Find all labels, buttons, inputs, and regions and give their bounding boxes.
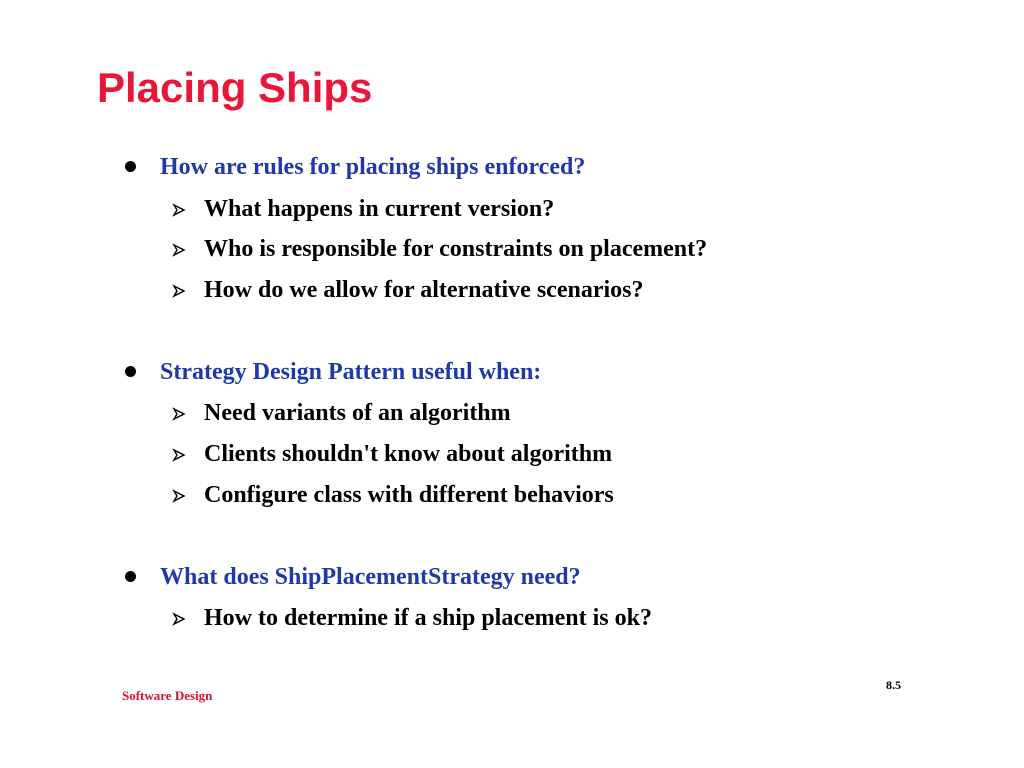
footer-course-name: Software Design — [122, 688, 213, 703]
bullet-text: What does ShipPlacementStrategy need? — [160, 564, 581, 590]
bullet-dot-icon — [125, 366, 136, 377]
sub-bullet-item — [0, 437, 1024, 471]
sub-bullet-text: How do we allow for alternative scenarios? — [204, 277, 644, 303]
sub-bullet-text: Who is responsible for constraints on placement? — [204, 236, 708, 262]
arrowhead-icon — [172, 489, 186, 503]
bullet-text: Strategy Design Pattern useful when: — [160, 359, 542, 385]
arrowhead-icon — [172, 407, 186, 421]
arrowhead-icon — [172, 243, 186, 257]
sub-bullet-item — [0, 232, 1024, 266]
sub-bullet-item — [0, 478, 1024, 512]
arrowhead-icon — [172, 203, 186, 217]
arrowhead-icon — [172, 448, 186, 462]
sub-bullet-item — [0, 601, 1024, 635]
bullet-item — [0, 355, 1024, 389]
arrowhead-icon — [172, 612, 186, 626]
footer-slide-number: 8.5 — [886, 678, 901, 692]
sub-bullet-item — [0, 273, 1024, 307]
bullet-dot-icon — [125, 571, 136, 582]
bullet-item — [0, 150, 1024, 184]
sub-bullet-item — [0, 396, 1024, 430]
bullet-item — [0, 560, 1024, 594]
sub-bullet-text: What happens in current version? — [204, 196, 555, 222]
bullet-text: How are rules for placing ships enforced? — [160, 154, 586, 180]
slide-title: Placing Ships — [97, 64, 373, 111]
sub-bullet-text: Configure class with different behaviors — [204, 482, 614, 508]
sub-bullet-item — [0, 192, 1024, 226]
sub-bullet-text: Need variants of an algorithm — [204, 400, 511, 426]
arrowhead-icon — [172, 284, 186, 298]
bullet-dot-icon — [125, 161, 136, 172]
sub-bullet-text: How to determine if a ship placement is ok? — [204, 605, 652, 631]
sub-bullet-text: Clients shouldn't know about algorithm — [204, 441, 613, 467]
